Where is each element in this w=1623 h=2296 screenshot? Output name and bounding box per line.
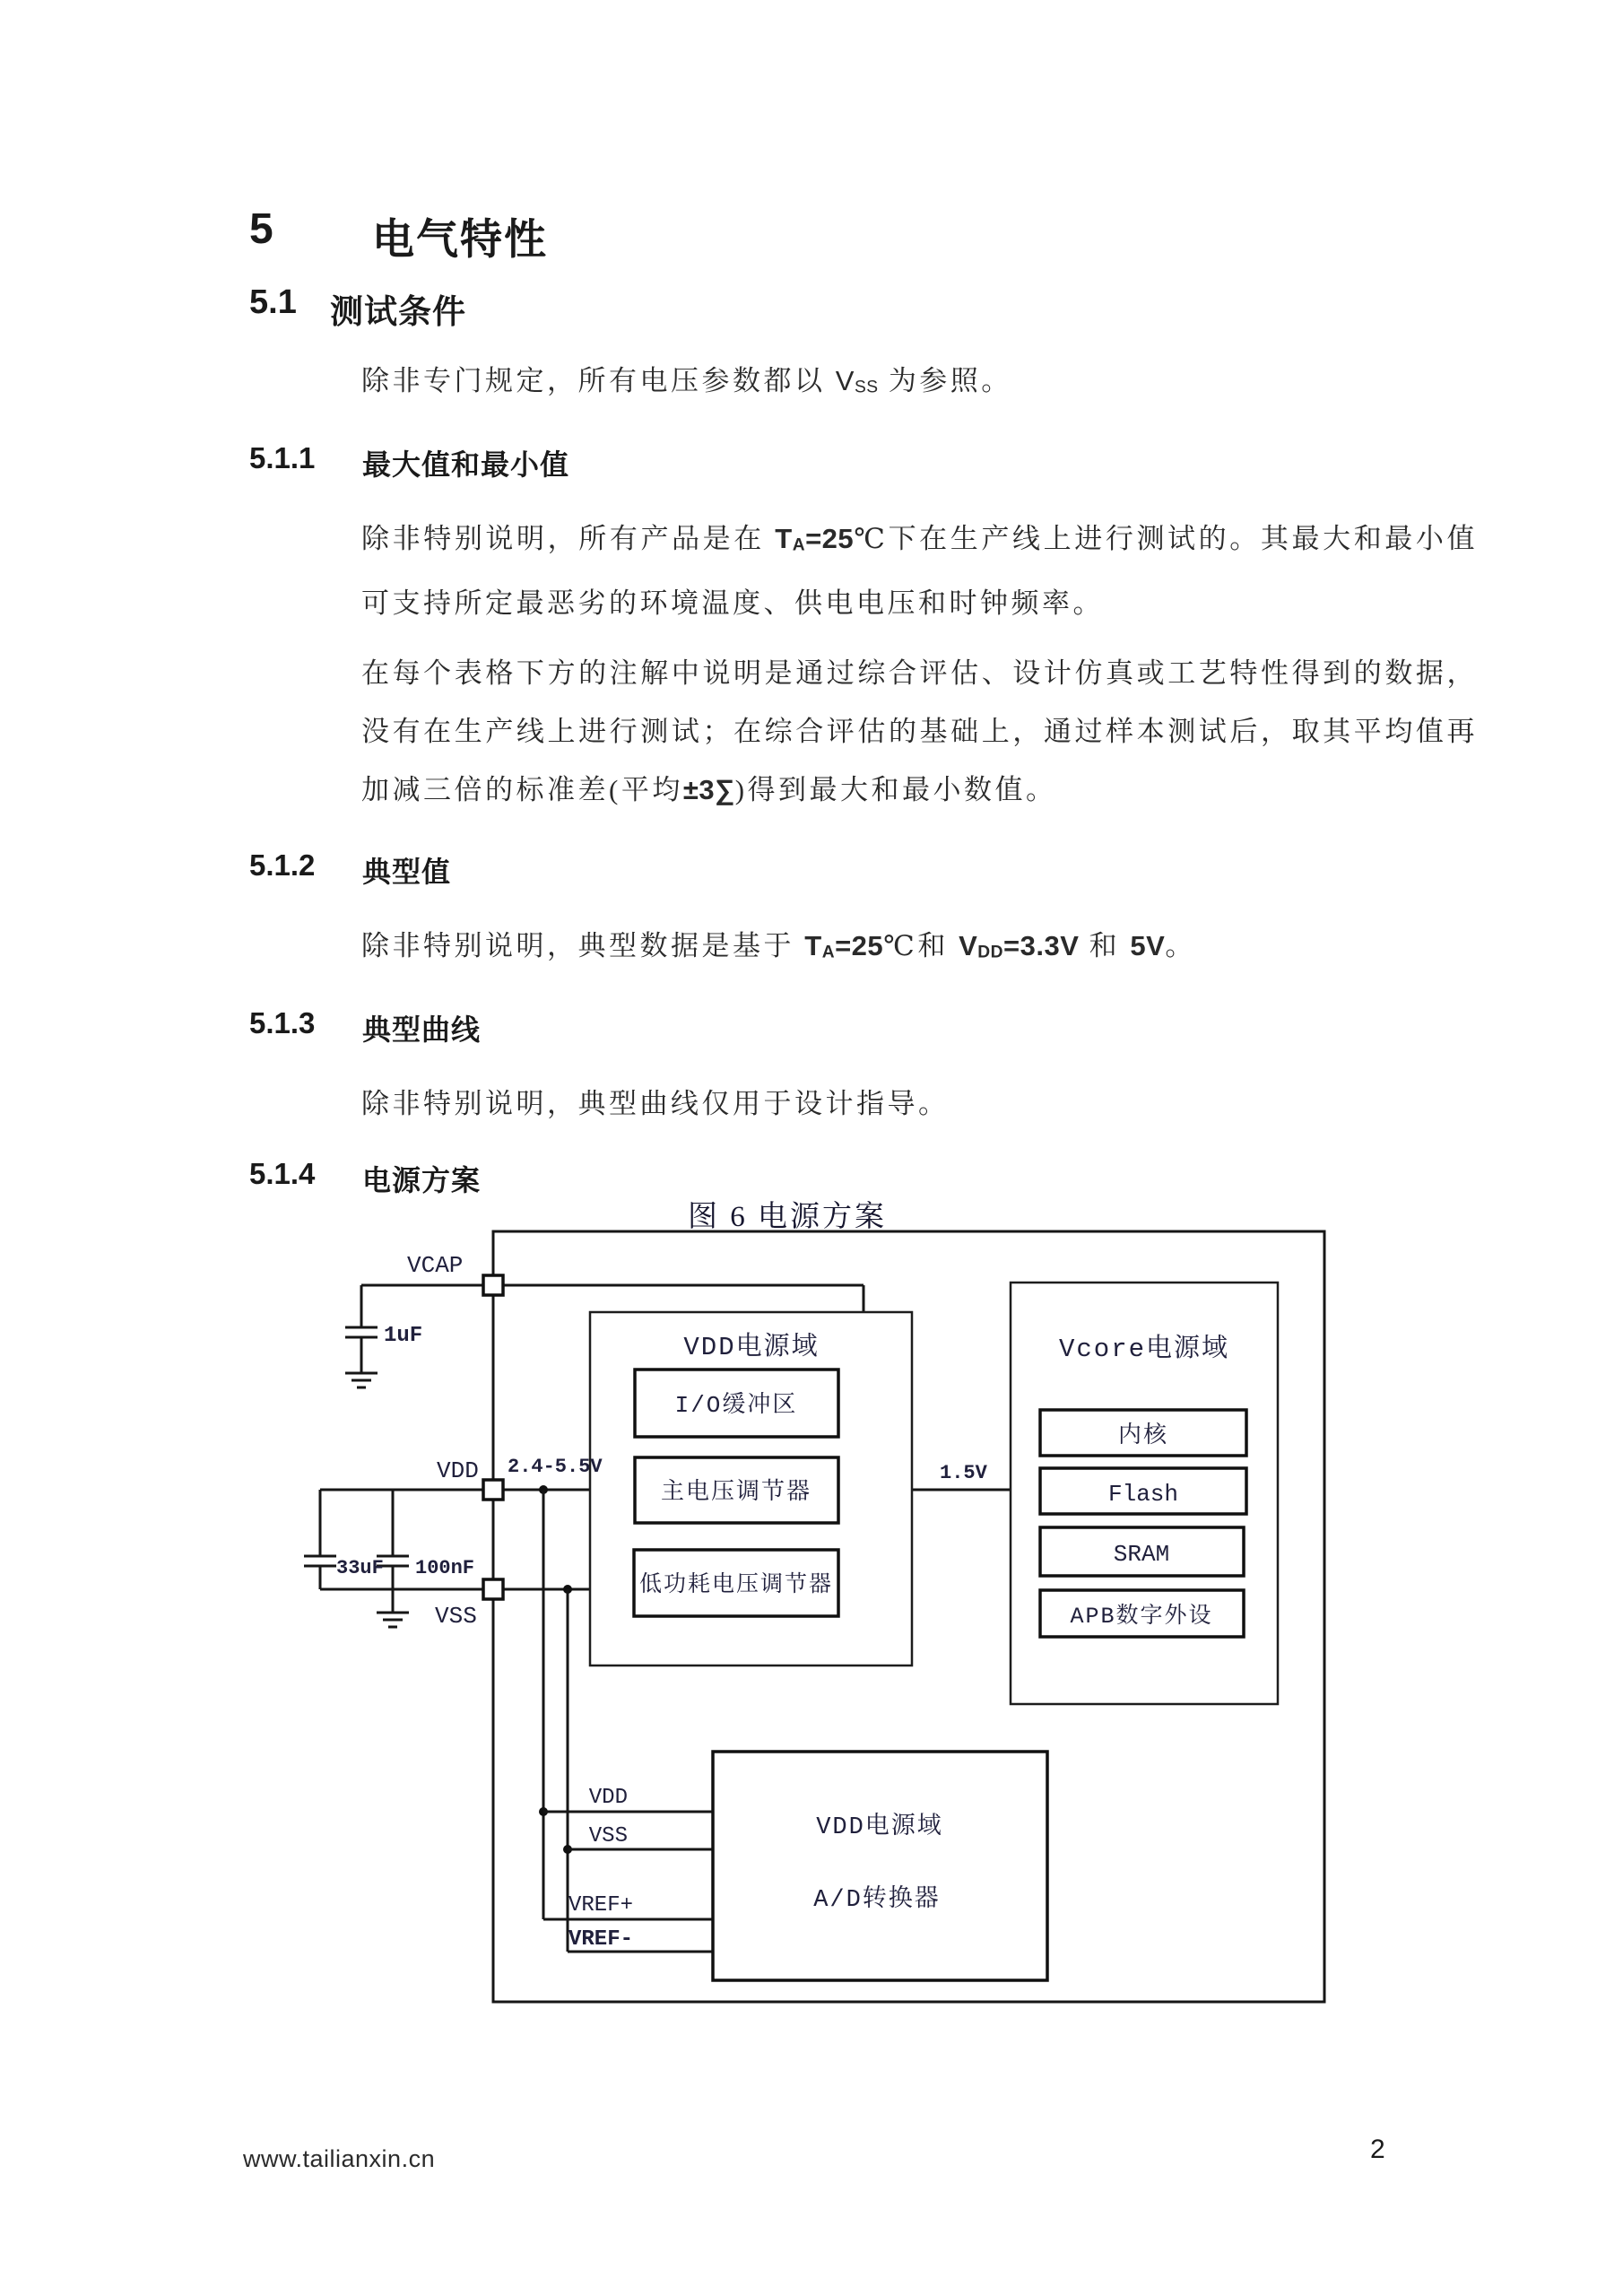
p2-t: T bbox=[775, 523, 793, 554]
paragraph-test-conditions bbox=[361, 352, 1478, 416]
main-regulator-label: 主电压调节器 bbox=[660, 1479, 812, 1506]
paragraph-typical-values bbox=[361, 917, 1478, 981]
p1-v-sub: SS bbox=[854, 378, 879, 397]
p4-5v: 5V bbox=[1130, 930, 1166, 961]
power-scheme-diagram bbox=[0, 1211, 1623, 2027]
vss-symbol bbox=[836, 365, 879, 396]
ground-symbol-1 bbox=[345, 1373, 378, 1387]
heading-5-1-title: 测试条件 bbox=[330, 293, 466, 330]
footer-page-number: 2 bbox=[1370, 2135, 1385, 2164]
p4-degree: ℃和 bbox=[883, 930, 959, 961]
p2-degree: ℃ bbox=[854, 523, 889, 554]
ta-symbol bbox=[775, 523, 854, 554]
p4-t-eq: =25 bbox=[835, 930, 884, 961]
paragraph-max-min-1 bbox=[361, 509, 1478, 632]
p3-text-c: )得到最大和最小数值。 bbox=[734, 774, 1057, 805]
vdd-label: VDD bbox=[437, 1457, 479, 1484]
heading-5-1-1-title: 最大值和最小值 bbox=[362, 448, 570, 481]
p4-v-eq: =3.3V bbox=[1003, 930, 1080, 961]
cap2-value-label: 33uF bbox=[336, 1557, 384, 1579]
p4-text-a: 除非特别说明，典型数据是基于 bbox=[361, 930, 805, 961]
p5-text: 除非特别说明，典型曲线仅用于设计指导。 bbox=[361, 1088, 950, 1119]
apb-label: APB数字外设 bbox=[1070, 1604, 1213, 1630]
footer-url: www.tailianxin.cn bbox=[243, 2145, 436, 2172]
p1-text-a: 除非专门规定，所有电压参数都以 bbox=[361, 365, 836, 396]
ta-symbol-2 bbox=[804, 930, 883, 961]
flash-label: Flash bbox=[1107, 1481, 1179, 1508]
p3-sigma: ±3∑ bbox=[682, 774, 735, 805]
adc-vrefp-label: VREF+ bbox=[568, 1893, 633, 1918]
pin-vdd bbox=[483, 1480, 503, 1500]
p2-text-b: 下在生产线上进行测试的。其最大和最小值可支持所定最恶劣的环境温度、供电电压和时钟频率。 bbox=[361, 523, 1479, 620]
p4-t: T bbox=[804, 930, 822, 961]
pin-vcap bbox=[483, 1275, 503, 1295]
heading-5-1-2 bbox=[249, 848, 452, 888]
vdd-range-label: 2.4-5.5V bbox=[508, 1456, 603, 1478]
paragraph-max-min-2 bbox=[361, 644, 1478, 819]
heading-5-1-4-title: 电源方案 bbox=[362, 1164, 482, 1196]
ground-symbol-2 bbox=[377, 1613, 409, 1627]
p4-v-sub: DD bbox=[977, 943, 1004, 962]
adc-box bbox=[713, 1752, 1047, 1980]
adc-domain-label: VDD电源域 bbox=[816, 1814, 943, 1841]
p4-text-mid: 和 bbox=[1079, 930, 1131, 961]
p1-v: V bbox=[835, 365, 855, 396]
heading-5-1-number: 5.1 bbox=[249, 283, 297, 321]
sram-label: SRAM bbox=[1113, 1541, 1170, 1568]
heading-5-1-1-number: 5.1.1 bbox=[249, 441, 316, 474]
heading-5 bbox=[249, 204, 548, 263]
heading-5-title: 电气特性 bbox=[372, 215, 548, 263]
p2-t-eq: =25 bbox=[805, 523, 855, 554]
p4-text-end: 。 bbox=[1165, 930, 1196, 961]
lp-regulator-label: 低功耗电压调节器 bbox=[638, 1572, 834, 1598]
heading-5-1-4 bbox=[249, 1157, 482, 1196]
wire-1v5-label: 1.5V bbox=[940, 1462, 987, 1484]
p1-text-b: 为参照。 bbox=[878, 365, 1012, 396]
vdd-domain-label: VDD电源域 bbox=[683, 1333, 820, 1362]
p2-text-a: 除非特别说明，所有产品是在 bbox=[361, 523, 776, 554]
p4-t-sub: A bbox=[821, 943, 836, 962]
vss-label: VSS bbox=[435, 1603, 477, 1630]
p4-v: V bbox=[959, 930, 978, 961]
heading-5-1 bbox=[249, 283, 466, 330]
heading-5-1-3-title: 典型曲线 bbox=[362, 1013, 482, 1046]
cap3-value-label: 100nF bbox=[415, 1557, 475, 1579]
adc-label: A/D转换器 bbox=[813, 1887, 941, 1914]
heading-5-1-2-number: 5.1.2 bbox=[249, 848, 316, 882]
heading-5-1-3 bbox=[249, 1006, 482, 1046]
core-label: 内核 bbox=[1117, 1422, 1169, 1449]
adc-vss-label: VSS bbox=[588, 1824, 628, 1848]
heading-5-1-3-number: 5.1.3 bbox=[249, 1006, 316, 1039]
adc-vrefm-label: VREF- bbox=[568, 1927, 633, 1952]
figure-caption: 图 6 电源方案 bbox=[688, 1201, 887, 1233]
vcap-label: VCAP bbox=[407, 1252, 464, 1279]
vdd-symbol bbox=[959, 930, 1079, 961]
p3-text-a: 在每个表格下方的注解中说明是通过综合评估、设计仿真或工艺特性得到的数据，没有在生产线上进行测试；在综合评估的基础上，通过样本测试后，取其平均值再加减三倍的标准差(平均 bbox=[361, 657, 1478, 805]
p2-t-sub: A bbox=[792, 535, 806, 555]
cap1-value-label: 1uF bbox=[384, 1324, 423, 1348]
adc-vdd-label: VDD bbox=[588, 1786, 628, 1810]
paragraph-typical-curves bbox=[361, 1074, 1478, 1133]
heading-5-1-2-title: 典型值 bbox=[362, 856, 452, 888]
heading-5-1-4-number: 5.1.4 bbox=[249, 1157, 316, 1190]
heading-5-number: 5 bbox=[249, 205, 273, 253]
pin-vss bbox=[483, 1579, 503, 1599]
heading-5-1-1 bbox=[249, 441, 570, 481]
vcore-domain-label: Vcore电源域 bbox=[1058, 1335, 1230, 1364]
io-buffer-label: I/O缓冲区 bbox=[674, 1392, 798, 1419]
